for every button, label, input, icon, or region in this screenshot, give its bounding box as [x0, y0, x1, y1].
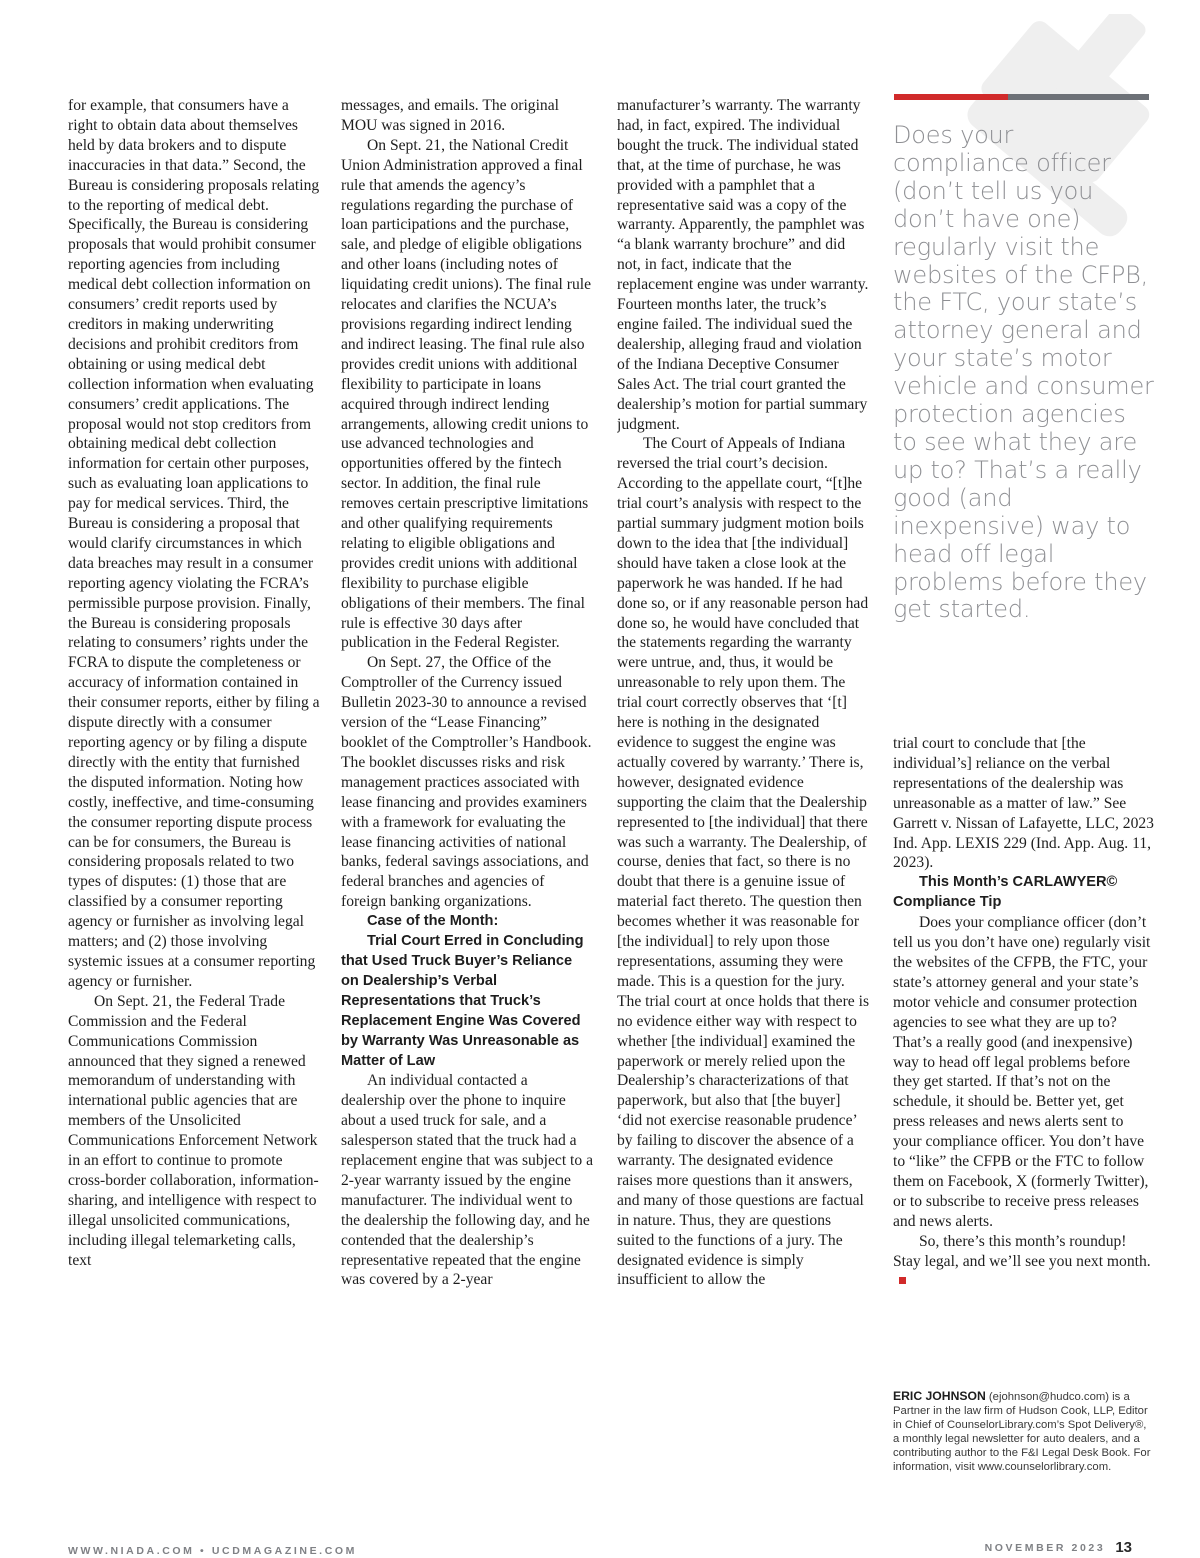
- body-paragraph: On Sept. 21, the Federal Trade Commission and the Federal Communications Commission announced that they signed a renewed memorandum of understanding with international public agencies that are members of the Unsolicited Communications Enforcement Network in an effort to continue to promote cross-border collaboration, information-sharing, and intelligence with respect to illegal unsolicited communications, including illegal telemarketing calls, text: [68, 992, 319, 1269]
- page-number: 13: [1115, 1539, 1132, 1557]
- closing-paragraph: [893, 1232, 1155, 1292]
- body-paragraph: for example, that consumers have a right to obtain data about themselves held by data brokers and to dispute inaccuracies in that data.” Second, the Bureau is considering proposals relating to the reporting of medical debt. Specifically, the Bureau is considering proposals that would prohibit consumer reporting agencies from including medical debt collection information on consumers’ credit reports used by creditors in making underwriting decisions and prohibit creditors from obtaining or using medical debt collection information when evaluating consumers’ credit applications. The proposal would not stop creditors from obtaining medical debt collection information for certain other purposes, such as evaluating loan applications to pay for medical services. Third, the Bureau is considering a proposal that would clarify circumstances in which data breaches may result in a consumer reporting agency violating the FCRA’s permissible purpose provision. Finally, the Bureau is considering proposals relating to consumers’ rights under the FCRA to dispute the completeness or accuracy of information contained in their consumer reports, either by filing a dispute directly with a consumer reporting agency or by filing a dispute directly with the entity that furnished the disputed information. Noting how costly, ineffective, and time-consuming the consumer reporting dispute process can be for consumers, the Bureau is considering proposals related to two types of disputes: (1) those that are classified by a consumer reporting agency or furnisher as involving legal matters; and (2) those involving systemic issues at a consumer reporting agency or furnisher.: [68, 97, 320, 990]
- accent-bar-red: [894, 94, 1008, 100]
- body-paragraph: On Sept. 21, the National Credit Union Administration approved a final rule that amends the agency’s regulations regarding the purchase of loan participations and the purchase, sale, and pledge of eligible obligations and other loans (including notes of liquidating credit unions). The final rule relocates and clarifies the NCUA’s provisions regarding indirect lending and indirect leasing. The final rule also provides credit unions with additional flexibility to participate in loans acquired through indirect lending arrangements, allowing credit unions to use advanced technologies and opportunities offered by the fintech sector. In addition, the final rule removes certain prescriptive limitations and other qualifying requirements relating to eligible obligations and provides credit unions with additional flexibility to purchase eligible obligations of their members. The final rule is effective 30 days after publication in the Federal Register.: [341, 136, 592, 652]
- body-paragraph: trial court to conclude that [the individual’s] reliance on the verbal representations of the dealership was unreasonable as a matter of law.” See Garrett v. Nissan of Lafayette, LLC, 2023 Ind. App. LEXIS 229 (Ind. App. Aug. 11, 2023).: [893, 735, 1154, 872]
- body-paragraph: Does your compliance officer (don’t tell us you don’t have one) regularly visit the websites of the CFPB, the FTC, your state’s attorney general and your state’s motor vehicle and consumer protection agencies to see what they are up to? That’s a really good (and inexpensive) way to head off legal problems before they get started. If that’s not on the schedule, it should be. Better yet, get press releases and news alerts sent to your compliance officer. You don’t have to “like” the CFPB or the FTC to follow them on Facebook, X (formerly Twitter), or to subscribe to receive press releases and news alerts.: [893, 914, 1151, 1230]
- article-column-4: [893, 734, 1155, 1291]
- end-mark: [899, 1277, 906, 1284]
- author-name: ERIC JOHNSON: [893, 1389, 986, 1403]
- body-paragraph: manufacturer’s warranty. The warranty had, in fact, expired. The individual bought the truck. The individual stated that, at the time of purchase, he was provided with a pamphlet that a representative said was a copy of the warranty. Apparently, the pamphlet was “a blank warranty brochure” and did not, in fact, indicate that the replacement engine was under warranty. Fourteen months later, the truck’s engine failed. The individual sued the dealership, alleging fraud and violation of the Indiana Deceptive Consumer Sales Act. The trial court granted the dealership’s motion for partial summary judgment.: [617, 97, 869, 433]
- footer-issue: NOVEMBER 2023: [984, 1541, 1106, 1554]
- compliance-tip-heading: This Month’s CARLAWYER© Compliance Tip: [893, 874, 1118, 911]
- closing-text: So, there’s this month’s roundup! Stay legal, and we’ll see you next month.: [893, 1232, 1151, 1270]
- body-paragraph: The Court of Appeals of Indiana reversed the trial court’s decision. According to the appellate court, “[t]he trial court’s analysis with respect to the partial summary judgment motion boils down to the idea that [the individual] should have taken a close look at the paperwork he was handed. If he had done so, or if any reasonable person had done so, he would have concluded that the statements regarding the warranty were untrue, and, thus, it would be unreasonable to rely upon them. The trial court correctly observes that ‘[t] here is nothing in the designated evidence to suggest the engine was actually covered by warranty.’ There is, however, designated evidence supporting the claim that the Dealership represented to [the individual] that there was such a warranty. The Dealership, of course, denies that fact, so there is no doubt that there is a genuine issue of material fact thereto. The question then becomes whether it was reasonable for [the individual] to rely upon those representations, assuming they were made. This is a question for the jury. The trial court at once holds that there is no evidence either way with respect to whether [the individual] examined the paperwork or merely relied upon the Dealership’s characterizations of that paperwork, but also that [the buyer] ‘did not exercise reasonable prudence’ by failing to discover the absence of a warranty. The designated evidence raises more questions than it answers, and many of those questions are factual in nature. Thus, they are questions suited to the functions of a jury. The designated evidence is simply insufficient to allow the: [617, 435, 869, 1289]
- body-paragraph: messages, and emails. The original MOU was signed in 2016.: [341, 97, 559, 134]
- article-column-3: [617, 96, 869, 1290]
- case-heading: Case of the Month:: [367, 913, 499, 930]
- accent-bar-gray: [1008, 94, 1149, 100]
- author-bio: [893, 1390, 1155, 1474]
- case-subheading: Trial Court Erred in Concluding that Used Truck Buyer’s Reliance on Dealership’s Verbal Representations that Truck’s Replacement Engine Was Covered by Warranty Was Unreasonable as Matter of Law: [341, 933, 584, 1069]
- article-column-2: [341, 96, 593, 1290]
- article-column-1: [68, 96, 320, 1270]
- pull-quote: Does your compliance officer (don’t tell us you don’t have one) regularly visit the websites of the CFPB, the FTC, your state’s attorney general and your state’s motor vehicle and consumer protection agencies to see what they are up to? That’s a really good (and inexpensive) way to head off legal problems before they get started.: [893, 121, 1154, 624]
- body-paragraph: On Sept. 27, the Office of the Comptroller of the Currency issued Bulletin 2023-30 to announce a revised version of the “Lease Financing” booklet of the Comptroller’s Handbook. The booklet discusses risks and risk management practices associated with lease financing and provides examiners with a framework for evaluating the lease financing activities of national banks, federal savings associations, and federal branches and agencies of foreign banking organizations.: [341, 654, 592, 911]
- footer-websites: WWW.NIADA.COM • UCDMAGAZINE.COM: [68, 1545, 358, 1557]
- body-paragraph: An individual contacted a dealership over the phone to inquire about a used truck for sale, and a salesperson stated that the truck had a replacement engine that was subject to a 2-year warranty issued by the engine manufacturer. The individual went to the dealership the following day, and he contended that the dealership’s representative repeated that the engine was covered by a 2-year: [341, 1072, 593, 1289]
- author-bio-text: (ejohnson@hudco.com) is a Partner in the law firm of Hudson Cook, LLP, Editor in Chief of CounselorLibrary.com’s Spot Delivery®, a monthly legal newsletter for auto dealers, and a contributing author to the F&I Legal Desk Book. For information, visit www.counselorlibrary.com.: [893, 1391, 1151, 1473]
- footer-issue-page: [985, 1539, 1132, 1557]
